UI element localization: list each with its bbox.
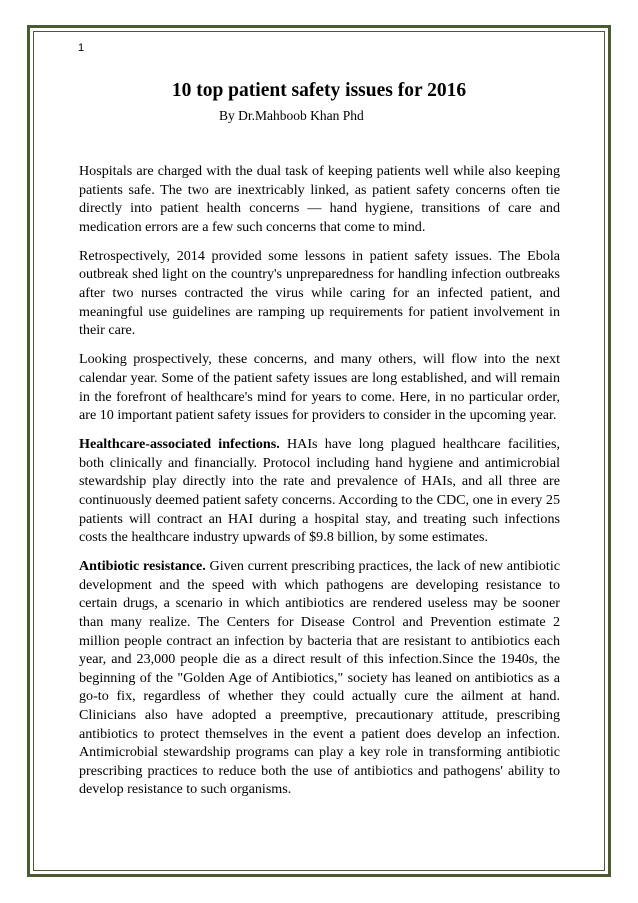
document-title xyxy=(0,80,638,102)
paragraph xyxy=(79,162,560,236)
paragraph xyxy=(79,350,560,424)
paragraph xyxy=(79,247,560,340)
author-byline: By Dr.Mahboob Khan Phd xyxy=(219,108,364,123)
paragraph xyxy=(79,557,560,799)
paragraph-text: Looking prospectively, these concerns, and many others, will flow into the next calendar year. Some of the patient safety issues are long established, and will remain in the forefront of healthcare's mind for years to come. Here, in no particular order, are 10 important patient safety issues for providers to consider in the upcoming year. xyxy=(79,351,560,424)
paragraph-text: Given current prescribing practices, the lack of new antibiotic development and the speed with which pathogens are developing resistance to certain drugs, a scenario in which antibiotics are rendered useless may be sooner than many realize. The Centers for Disease Control and Prevention estimate 2 million people contract an infection by bacteria that are resistant to antibiotics each year, and 23,000 people die as a direct result of this infection.Since the 1940s, the beginning of the "Golden Age of Antibiotics," society has leaned on antibiotics as a go-to fix, regardless of whether they could actually cure the ailment at hand. Clinicians also have adopted a preemptive, precautionary attitude, prescribing antibiotics to protect themselves in the event a patient does develop an infection. Antimicrobial stewardship programs can play a key role in transforming antibiotic prescribing practices to reduce both the use of antibiotics and pathogens' ability to develop resistance to such organisms. xyxy=(79,558,560,798)
paragraph-text: Retrospectively, 2014 provided some lessons in patient safety issues. The Ebola outbreak shed light on the country's unpreparedness for handling infection outbreaks after two nurses contracted the virus while caring for an infected patient, and meaningful use guidelines are ramping up requirements for patient involvement in their care. xyxy=(79,247,560,339)
paragraph xyxy=(79,435,560,547)
paragraph-lead: Antibiotic resistance. xyxy=(79,558,206,575)
paragraph-lead: Healthcare-associated infections. xyxy=(79,436,280,453)
article-body xyxy=(79,162,560,810)
page-number: 1 xyxy=(78,42,85,54)
paragraph-text: Hospitals are charged with the dual task of keeping patients well while also keeping patients safe. The two are inextricably linked, as patient safety concerns often tie directly into patient health concerns — hand hygiene, transitions of care and medication errors are a few such concerns that come to mind. xyxy=(79,163,560,235)
paragraph-text: HAIs have long plagued healthcare facilities, both clinically and financially. Protocol including hand hygiene and antimicrobial stewardship play directly into the rate and prevalence of HAIs, and all three are continuously deemed patient safety concerns. According to the CDC, one in every 25 patients will contract an HAI during a hospital stay, and treating such infections costs the healthcare industry upwards of $9.8 billion, by some estimates. xyxy=(79,436,560,546)
document-title-text: 10 top patient safety issues for 2016 xyxy=(171,80,467,101)
